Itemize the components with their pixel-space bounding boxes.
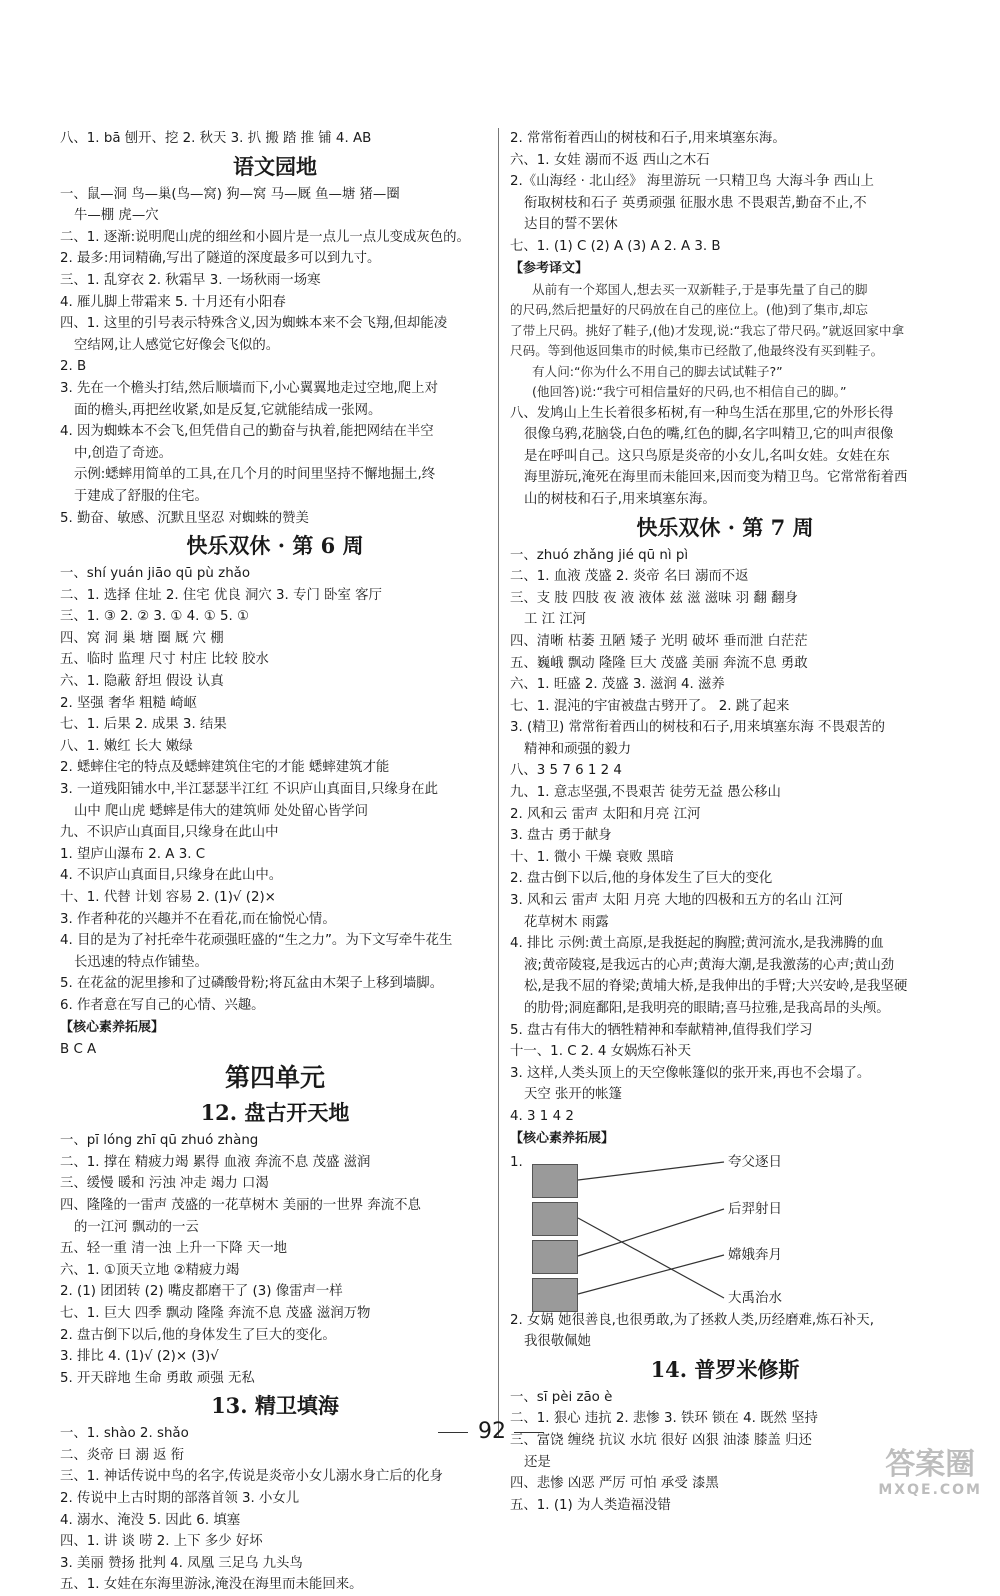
answer-line: 七、1. (1) C (2) A (3) A 2. A 3. B bbox=[510, 238, 721, 254]
answer-line: 三、1. 神话传说中鸟的名字,传说是炎帝小女儿溺水身亡后的化身 bbox=[60, 1469, 443, 1485]
answer-line: 九、不识庐山真面目,只缘身在此山中 bbox=[60, 825, 279, 841]
answer-line: 四、清晰 枯萎 丑陋 矮子 光明 破坏 垂而泄 白茫茫 bbox=[510, 633, 808, 649]
match-label-1: 夸父逐日 bbox=[728, 1153, 782, 1170]
answer-line: 2. 风和云 雷声 太阳和月亮 江河 bbox=[510, 806, 701, 822]
answer-line: 4. 因为蜘蛛本不会飞,但凭借自己的勤奋与执着,能把网结在半空 bbox=[60, 424, 434, 440]
answer-line: 空结网,让人感觉它好像会飞似的。 bbox=[74, 337, 280, 353]
answer-line: 中,创造了奇迹。 bbox=[74, 445, 172, 461]
left-column bbox=[60, 128, 490, 1596]
answer-line: 八、1. 嫩红 长大 嫩绿 bbox=[60, 738, 193, 754]
page-number-rule-left bbox=[438, 1432, 468, 1433]
column-divider bbox=[498, 128, 499, 1438]
answer-line: 2. B bbox=[60, 359, 87, 375]
answer-line: 一、鼠—洞 鸟—巢(鸟—窝) 狗—窝 马—厩 鱼—塘 猪—圈 bbox=[60, 186, 400, 202]
match-line-2 bbox=[578, 1218, 724, 1298]
answer-line: 3. 作者种花的兴趣并不在看花,而在愉悦心情。 bbox=[60, 911, 336, 927]
answer-line: 于建成了舒服的住宅。 bbox=[74, 488, 208, 504]
answer-line: 六、1. 隐蔽 舒坦 假设 认真 bbox=[60, 674, 224, 690]
answer-line: 一、1. shào 2. shǎo bbox=[60, 1426, 189, 1442]
translation-line: 的尺码,然后把量好的尺码放在自己的座位上。(他)到了集市,却忘 bbox=[510, 302, 868, 318]
matching-exercise bbox=[510, 1152, 940, 1310]
answer-line: 二、1. 逐渐:说明爬山虎的细丝和小圆片是一点儿一点儿变成灰色的。 bbox=[60, 229, 470, 245]
answer-line: 2. 女娲 她很善良,也很勇敢,为了拯救人类,历经磨难,炼石补天, bbox=[510, 1312, 874, 1328]
answer-line: 七、1. 后果 2. 成果 3. 结果 bbox=[60, 717, 227, 733]
answer-line: 示例:蟋蟀用简单的工具,在几个月的时间里坚持不懈地掘土,终 bbox=[74, 467, 436, 483]
answer-line: 2.《山海经 · 北山经》 海里游玩 一只精卫鸟 大海斗争 西山上 bbox=[510, 174, 874, 190]
answer-line: 八、发鸠山上生长着很多柘树,有一种鸟生活在那里,它的外形长得 bbox=[510, 405, 894, 421]
answer-line: 三、1. 乱穿衣 2. 秋霜早 3. 一场秋雨一场寒 bbox=[60, 272, 321, 288]
answer-line: 六、1. 旺盛 2. 茂盛 3. 滋润 4. 滋养 bbox=[510, 677, 725, 693]
answer-line: 4. 雁儿脚上带霜来 5. 十月还有小阳春 bbox=[60, 294, 286, 310]
answer-line: 2. 蟋蟀住宅的特点及蟋蟀建筑住宅的才能 蟋蟀建筑才能 bbox=[60, 760, 390, 776]
answer-line: 二、1. 狠心 违抗 2. 悲惨 3. 铁环 锁在 4. 既然 坚持 bbox=[510, 1411, 818, 1427]
watermark-top: 答案圈 bbox=[885, 1447, 976, 1482]
match-label-3: 嫦娥奔月 bbox=[728, 1246, 782, 1263]
answer-line: 五、巍峨 飘动 隆隆 巨大 茂盛 美丽 奔流不息 勇敢 bbox=[510, 655, 808, 671]
matching-lines bbox=[510, 1152, 940, 1310]
watermark-bottom: MXQE.COM bbox=[878, 1482, 982, 1498]
answer-line: 六、1. ①顶天立地 ②精疲力竭 bbox=[60, 1262, 240, 1278]
answer-line: 2. 盘古倒下以后,他的身体发生了巨大的变化。 bbox=[60, 1327, 336, 1343]
answer-line: 3. 排比 4. (1)√ (2)× (3)√ bbox=[60, 1349, 219, 1365]
answer-line: 4. 目的是为了衬托牵牛花顽强旺盛的“生之力”。为下文写牵牛花生 bbox=[60, 933, 453, 949]
answer-line: 海里游玩,淹死在海里而未能回来,因而变为精卫鸟。它常常衔着西 bbox=[524, 470, 908, 486]
answer-line: 三、缓慢 暖和 污浊 冲走 竭力 口渴 bbox=[60, 1176, 269, 1192]
translation-line: 有人问:“你为什么不用自己的脚去试试鞋子?” bbox=[532, 363, 783, 379]
answer-line: 四、悲惨 凶恶 严厉 可怕 承受 漆黑 bbox=[510, 1476, 719, 1492]
answer-line: 5. 开天辟地 生命 勇敢 顽强 无私 bbox=[60, 1370, 255, 1386]
answer-line: 五、1. (1) 为人类造福没错 bbox=[510, 1497, 671, 1513]
answer-line: 是在呼叫自己。这只鸟原是炎帝的小女儿,名叫女娃。女娃在东 bbox=[524, 448, 890, 464]
answer-line: 四、窝 洞 巢 塘 圈 厩 穴 棚 bbox=[60, 630, 224, 646]
answer-line: 花草树木 雨露 bbox=[524, 914, 609, 930]
answer-line: 八、1. bā 刨开、挖 2. 秋天 3. 扒 搬 踏 推 铺 4. AB bbox=[60, 131, 372, 146]
answer-line: 三、支 肢 四肢 夜 液 液体 兹 滋 滋味 羽 翻 翻身 bbox=[510, 590, 798, 606]
answer-line: 十、1. 代替 计划 容易 2. (1)√ (2)× bbox=[60, 890, 276, 905]
answer-line: 二、1. 选择 住址 2. 住宅 优良 洞穴 3. 专门 卧室 客厅 bbox=[60, 587, 382, 603]
answer-line: 一、zhuó zhǎng jié qū nì pì bbox=[510, 547, 689, 563]
answer-line: 2. 常常衔着西山的树枝和石子,用来填塞东海。 bbox=[510, 131, 786, 146]
answer-line: 3. 这样,人类头顶上的天空像帐篷似的张开来,再也不会塌了。 bbox=[510, 1065, 871, 1081]
section-tag: 【参考译文】 bbox=[510, 260, 589, 276]
answer-line: 2. 传说中上古时期的部落首领 3. 小女儿 bbox=[60, 1491, 300, 1507]
translation-line: 了带上尺码。挑好了鞋子,(他)才发现,说:“我忘了带尺码。”就返回家中拿 bbox=[510, 322, 905, 338]
answer-line: 2. 坚强 奢华 粗糙 崎岖 bbox=[60, 695, 197, 711]
answer-line: 还是 bbox=[524, 1454, 551, 1470]
answer-line: 4. 溺水、淹没 5. 因此 6. 填塞 bbox=[60, 1512, 241, 1528]
answer-line: 面的檐头,再把丝收紧,如是反复,它就能结成一张网。 bbox=[74, 402, 382, 418]
answer-line: 精神和顽强的毅力 bbox=[524, 741, 632, 757]
answer-line: 3. 美丽 赞扬 批判 4. 凤凰 三足乌 九头鸟 bbox=[60, 1555, 303, 1571]
page-number: 92 bbox=[478, 1419, 506, 1444]
match-label-4: 大禹治水 bbox=[728, 1289, 782, 1306]
answer-line: 我很敬佩她 bbox=[524, 1334, 591, 1350]
answer-line: 一、sī pèi zāo è bbox=[510, 1389, 613, 1405]
answer-line: 九、1. 意志坚强,不畏艰苦 徒劳无益 愚公移山 bbox=[510, 785, 781, 801]
answer-line: 长迅速的特点作铺垫。 bbox=[74, 954, 208, 970]
answer-line: 一、pī lóng zhī qū zhuó zhàng bbox=[60, 1133, 259, 1149]
translation-line: (他回答)说:“我宁可相信量好的尺码,也不相信自己的脚。” bbox=[532, 384, 847, 400]
answer-line: 5. 盘古有伟大的牺牲精神和奉献精神,值得我们学习 bbox=[510, 1022, 813, 1038]
section-heading: 快乐双休 · 第 6 周 bbox=[186, 533, 364, 559]
answer-line: 液;黄帝陵寝,是我远古的心声;黄海大潮,是我激荡的心声;黄山劲 bbox=[524, 957, 895, 973]
answer-line: 三、1. ③ 2. ② 3. ① 4. ① 5. ① bbox=[60, 609, 249, 625]
answer-line: 2. 最多:用词精确,写出了隧道的深度最多可以到九寸。 bbox=[60, 251, 381, 267]
answer-line: 天空 张开的帐篷 bbox=[524, 1087, 622, 1103]
section-heading: 14. 普罗米修斯 bbox=[650, 1356, 800, 1382]
answer-line: 牛—棚 虎—穴 bbox=[74, 208, 159, 224]
answer-line: 五、临时 监理 尺寸 村庄 比较 胶水 bbox=[60, 652, 269, 668]
answer-line: 衔取树枝和石子 英勇顽强 征服水患 不畏艰苦,勤奋不止,不 bbox=[524, 195, 867, 211]
translation-line: 尺码。等到他返回集市的时候,集市已经散了,他最终没有买到鞋子。 bbox=[510, 343, 884, 359]
answer-line: 松,是我不屈的脊梁;黄埔大桥,是我伸出的手臂;大兴安岭,是我坚硬 bbox=[524, 979, 908, 995]
answer-line: 1. 望庐山瀑布 2. A 3. C bbox=[60, 846, 206, 862]
answer-line: 四、1. 这里的引号表示特殊含义,因为蜘蛛本来不会飞翔,但却能凌 bbox=[60, 316, 448, 332]
answer-line: 3. 风和云 雷声 太阳 月亮 大地的四极和五方的名山 江河 bbox=[510, 893, 843, 909]
right-column bbox=[510, 128, 940, 1516]
answer-line: 3. 盘古 勇于献身 bbox=[510, 828, 612, 844]
match-line-1 bbox=[578, 1162, 724, 1180]
answer-line: 3. (精卫) 常常衔着西山的树枝和石子,用来填塞东海 不畏艰苦的 bbox=[510, 720, 886, 736]
answer-line: 八、3 5 7 6 1 2 4 bbox=[510, 763, 622, 779]
answer-line: 达目的誓不罢休 bbox=[524, 217, 618, 233]
section-tag: 【核心素养拓展】 bbox=[60, 1019, 165, 1035]
page-number-rule-right bbox=[514, 1432, 544, 1433]
answer-line: 5. 在花盆的泥里掺和了过磷酸骨粉;将瓦盆由木架子上移到墙脚。 bbox=[60, 976, 444, 992]
match-line-3 bbox=[578, 1209, 724, 1256]
section-heading: 语文园地 bbox=[233, 153, 317, 179]
answer-line: 4. 排比 示例:黄土高原,是我挺起的胸膛;黄河流水,是我沸腾的血 bbox=[510, 936, 884, 952]
answer-line: 2. (1) 团团转 (2) 嘴皮都磨干了 (3) 像雷声一样 bbox=[60, 1284, 343, 1300]
answer-line: 一、shí yuán jiāo qū pù zhǎo bbox=[60, 566, 251, 582]
section-heading: 13. 精卫填海 bbox=[211, 1393, 339, 1419]
answer-line: 二、1. 血液 茂盛 2. 炎帝 名曰 溺而不返 bbox=[510, 569, 749, 585]
answer-line: 四、1. 讲 谈 唠 2. 上下 多少 好坏 bbox=[60, 1534, 263, 1550]
answer-line: 山的树枝和石子,用来填塞东海。 bbox=[524, 491, 716, 507]
match-label-2: 后羿射日 bbox=[728, 1200, 782, 1217]
answer-line: 十、1. 微小 干燥 衰败 黑暗 bbox=[510, 849, 674, 865]
section-heading: 12. 盘古开天地 bbox=[200, 1100, 350, 1126]
answer-line: 6. 作者意在写自己的心情、兴趣。 bbox=[60, 997, 265, 1013]
translation-line: 从前有一个郑国人,想去买一双新鞋子,于是事先量了自己的脚 bbox=[532, 281, 868, 297]
answer-line: 三、富饶 缠绕 抗议 水坑 很好 凶狠 油漆 膝盖 归还 bbox=[510, 1432, 812, 1448]
section-tag: 【核心素养拓展】 bbox=[510, 1130, 615, 1146]
answer-line: 七、1. 巨大 四季 飘动 隆隆 奔流不息 茂盛 滋润万物 bbox=[60, 1305, 371, 1321]
answer-line: 3. 一道残阳铺水中,半江瑟瑟半江红 不识庐山真面目,只缘身在此 bbox=[60, 782, 438, 798]
matching-number: 1. bbox=[510, 1154, 523, 1170]
answer-line: 五、1. 女娃在东海里游泳,淹没在海里而未能回来。 bbox=[60, 1577, 363, 1593]
answer-line: 的一江河 飘动的一云 bbox=[74, 1219, 199, 1235]
answer-line: 很像乌鸦,花脑袋,白色的嘴,红色的脚,名字叫精卫,它的叫声很像 bbox=[524, 427, 894, 443]
answer-line: B C A bbox=[60, 1041, 97, 1057]
answer-line: 2. 盘古倒下以后,他的身体发生了巨大的变化 bbox=[510, 871, 773, 887]
right-top-block bbox=[510, 128, 940, 1150]
answer-line: 二、1. 撑在 精疲力竭 累得 血液 奔流不息 茂盛 滋润 bbox=[60, 1154, 371, 1170]
match-line-4 bbox=[578, 1255, 724, 1294]
unit-title: 第四单元 bbox=[224, 1063, 325, 1093]
answer-line: 二、炎帝 曰 溺 返 衔 bbox=[60, 1447, 185, 1463]
answer-line: 十一、1. C 2. 4 女娲炼石补天 bbox=[510, 1044, 691, 1060]
answer-line: 四、隆隆的一雷声 茂盛的一花草树木 美丽的一世界 奔流不息 bbox=[60, 1197, 421, 1213]
answer-line: 5. 勤奋、敏感、沉默且坚忍 对蜘蛛的赞美 bbox=[60, 510, 309, 526]
answer-line: 六、1. 女娃 溺而不返 西山之木石 bbox=[510, 152, 710, 168]
answer-line: 五、轻一重 清一浊 上升一下降 天一地 bbox=[60, 1241, 288, 1257]
answer-line: 3. 先在一个檐头打结,然后顺墙而下,小心翼翼地走过空地,爬上对 bbox=[60, 380, 438, 396]
answer-line: 工 江 江河 bbox=[524, 612, 587, 628]
answer-line: 山中 爬山虎 蟋蟀是伟大的建筑师 处处留心皆学问 bbox=[74, 803, 368, 819]
answer-line: 的肋骨;洞庭鄱阳,是我明亮的眼睛;喜马拉雅,是我高昂的头颅。 bbox=[524, 1001, 890, 1016]
watermark-logo bbox=[878, 1448, 982, 1498]
answer-line: 4. 3 1 4 2 bbox=[510, 1108, 574, 1124]
answer-line: 七、1. 混沌的宇宙被盘古劈开了。 2. 跳了起来 bbox=[510, 698, 790, 714]
section-heading: 快乐双休 · 第 7 周 bbox=[636, 514, 814, 540]
right-bottom-block bbox=[510, 1310, 940, 1517]
answer-line: 4. 不识庐山真面目,只缘身在此山中。 bbox=[60, 868, 283, 884]
